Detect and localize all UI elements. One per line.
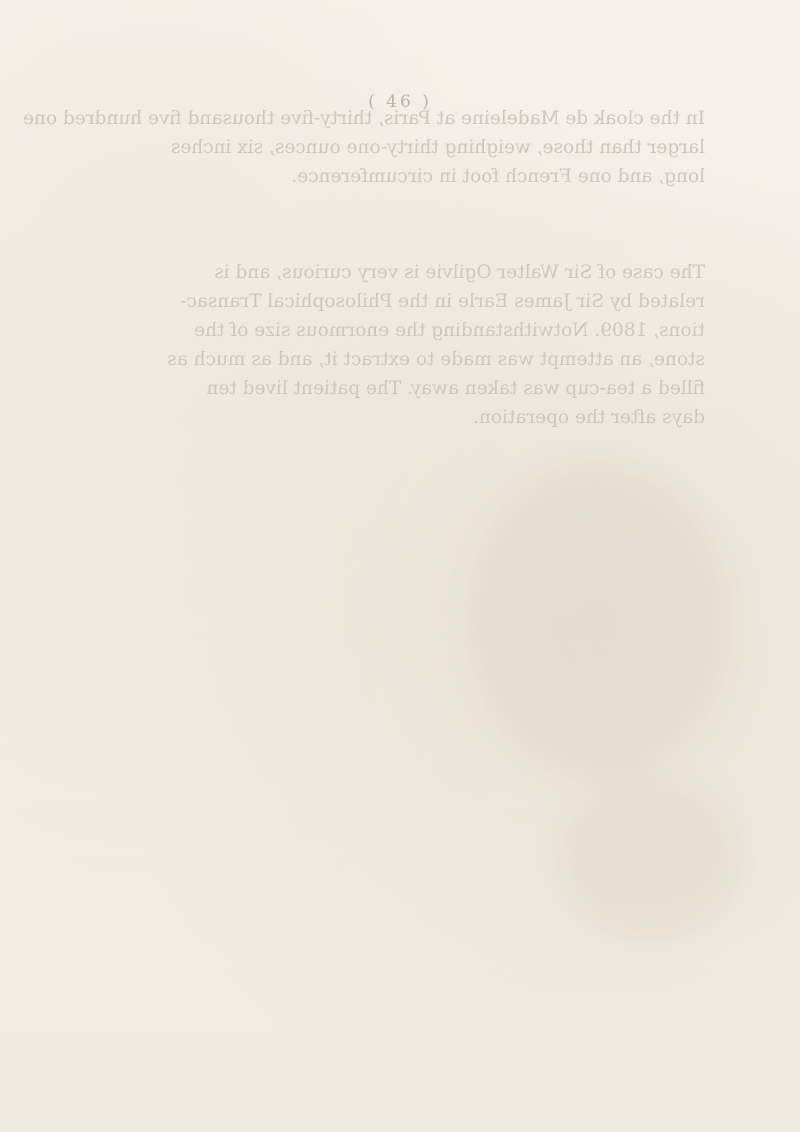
text-line: stone, an attempt was made to extract it, and as much as: [167, 349, 705, 370]
text-line: tions, 1809. Notwithstanding the enormous size of the: [194, 320, 705, 341]
text-line: related by Sir James Earle in the Philosophical Transac-: [180, 291, 705, 312]
text-line: The case of Sir Walter Ogilvie is very curious, and is: [214, 262, 705, 283]
paragraph-2: [120, 258, 705, 432]
text-line: long, and one French foot in circumference.: [291, 166, 705, 187]
bleed-through-stain: [470, 460, 730, 780]
paragraph-1: [23, 104, 705, 191]
page-number: ( 46 ): [368, 92, 432, 112]
text-line: larger than those, weighing thirty-one ounces, six inches: [170, 137, 705, 158]
text-line: days after the operation.: [473, 407, 705, 428]
bleed-through-stain: [560, 780, 740, 940]
text-line: In the cloak de Madeleine at Paris, thirty-five thousand five hundred one: [23, 108, 705, 129]
text-line: filled a tea-cup was taken away. The patient lived ten: [206, 378, 705, 399]
